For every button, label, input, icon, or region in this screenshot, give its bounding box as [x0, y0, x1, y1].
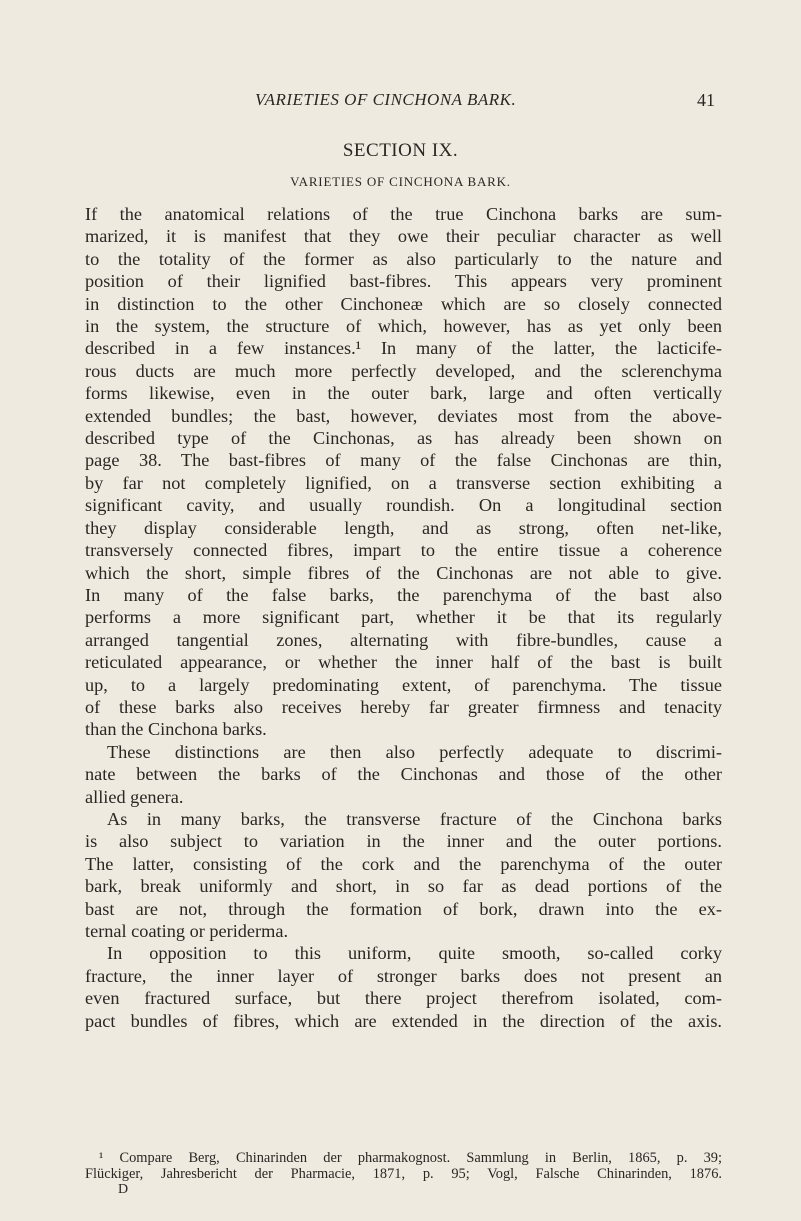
body-line: up, to a largely predominating extent, of parenchyma. The tissue — [85, 674, 722, 695]
body-text — [85, 203, 722, 1032]
body-line: fracture, the inner layer of stronger barks does not present an — [85, 965, 722, 986]
body-line: pact bundles of fibres, which are extended in the direction of the axis. — [85, 1010, 722, 1031]
body-line: significant cavity, and usually roundish. On a longitudinal section — [85, 495, 722, 516]
body-line: they display considerable length, and as strong, often net-like, — [85, 517, 722, 538]
body-line: in distinction to the other Cinchoneæ which are so closely connected — [85, 293, 722, 314]
body-line: If the anatomical relations of the true Cinchona barks are sum- — [85, 204, 722, 224]
footnote — [85, 1150, 722, 1182]
body-line: nate between the barks of the Cinchonas and those of the other — [85, 764, 722, 785]
body-line: rous ducts are much more perfectly developed, and the sclerenchyma — [85, 360, 722, 381]
body-line: bast are not, through the formation of bork, drawn into the ex- — [85, 898, 722, 919]
body-line: extended bundles; the bast, however, deviates most from the above- — [85, 405, 722, 426]
running-title: VARIETIES OF CINCHONA BARK. — [255, 90, 517, 109]
body-line: ternal coating or periderma. — [85, 921, 289, 941]
signature-mark: D — [118, 1182, 129, 1197]
body-line: These distinctions are then also perfectly adequate to discrimi- — [107, 741, 722, 762]
body-line: reticulated appearance, or whether the inner half of the bast is built — [85, 652, 722, 673]
body-line: which the short, simple fibres of the Cinchonas are not able to give. — [85, 562, 722, 583]
body-line: of these barks also receives hereby far greater firmness and tenacity — [85, 696, 722, 717]
body-line: is also subject to variation in the inner and the outer portions. — [85, 831, 722, 852]
section-heading: SECTION IX. — [342, 140, 459, 161]
body-line: by far not completely lignified, on a transverse section exhibiting a — [85, 472, 722, 493]
body-line: page 38. The bast-fibres of many of the false Cinchonas are thin, — [85, 450, 722, 471]
body-line: in the system, the structure of which, however, has as yet only been — [85, 316, 722, 337]
body-line: As in many barks, the transverse fracture of the Cinchona barks — [107, 808, 722, 829]
body-line: forms likewise, even in the outer bark, large and often vertically — [85, 383, 722, 404]
body-line: described in a few instances.¹ In many of the latter, the lacticife- — [85, 338, 722, 359]
body-line: In many of the false barks, the parenchyma of the bast also — [85, 584, 722, 605]
body-line: than the Cinchona barks. — [85, 719, 267, 740]
body-line: performs a more significant part, whether it be that its regularly — [85, 607, 722, 628]
body-line: position of their lignified bast-fibres. This appears very prominent — [85, 271, 722, 292]
body-line: marized, it is manifest that they owe their peculiar character as well — [85, 226, 722, 247]
body-line: allied genera. — [85, 786, 184, 807]
body-line: The latter, consisting of the cork and the parenchyma of the outer — [85, 853, 722, 874]
body-line: described type of the Cinchonas, as has already been shown on — [85, 428, 722, 449]
body-line: even fractured surface, but there project therefrom isolated, com- — [85, 988, 722, 1009]
body-line: arranged tangential zones, alternating with fibre-bundles, cause a — [85, 629, 722, 650]
body-line: In opposition to this uniform, quite smooth, so-called corky — [107, 943, 722, 964]
body-line: transversely connected fibres, impart to the entire tissue a coherence — [85, 540, 722, 561]
footnote-line: ¹ Compare Berg, Chinarinden der pharmakognost. Sammlung in Berlin, 1865, p. 39; — [99, 1150, 722, 1166]
body-line: to the totality of the former as also particularly to the nature and — [85, 248, 722, 269]
page-number: 41 — [697, 90, 715, 110]
body-line: bark, break uniformly and short, in so far as dead portions of the — [85, 876, 722, 897]
section-subheading: VARIETIES OF CINCHONA BARK. — [290, 174, 511, 189]
footnote-line: Flückiger, Jahresbericht der Pharmacie, 1871, p. 95; Vogl, Falsche Chinarinden, 1876. — [85, 1166, 722, 1182]
